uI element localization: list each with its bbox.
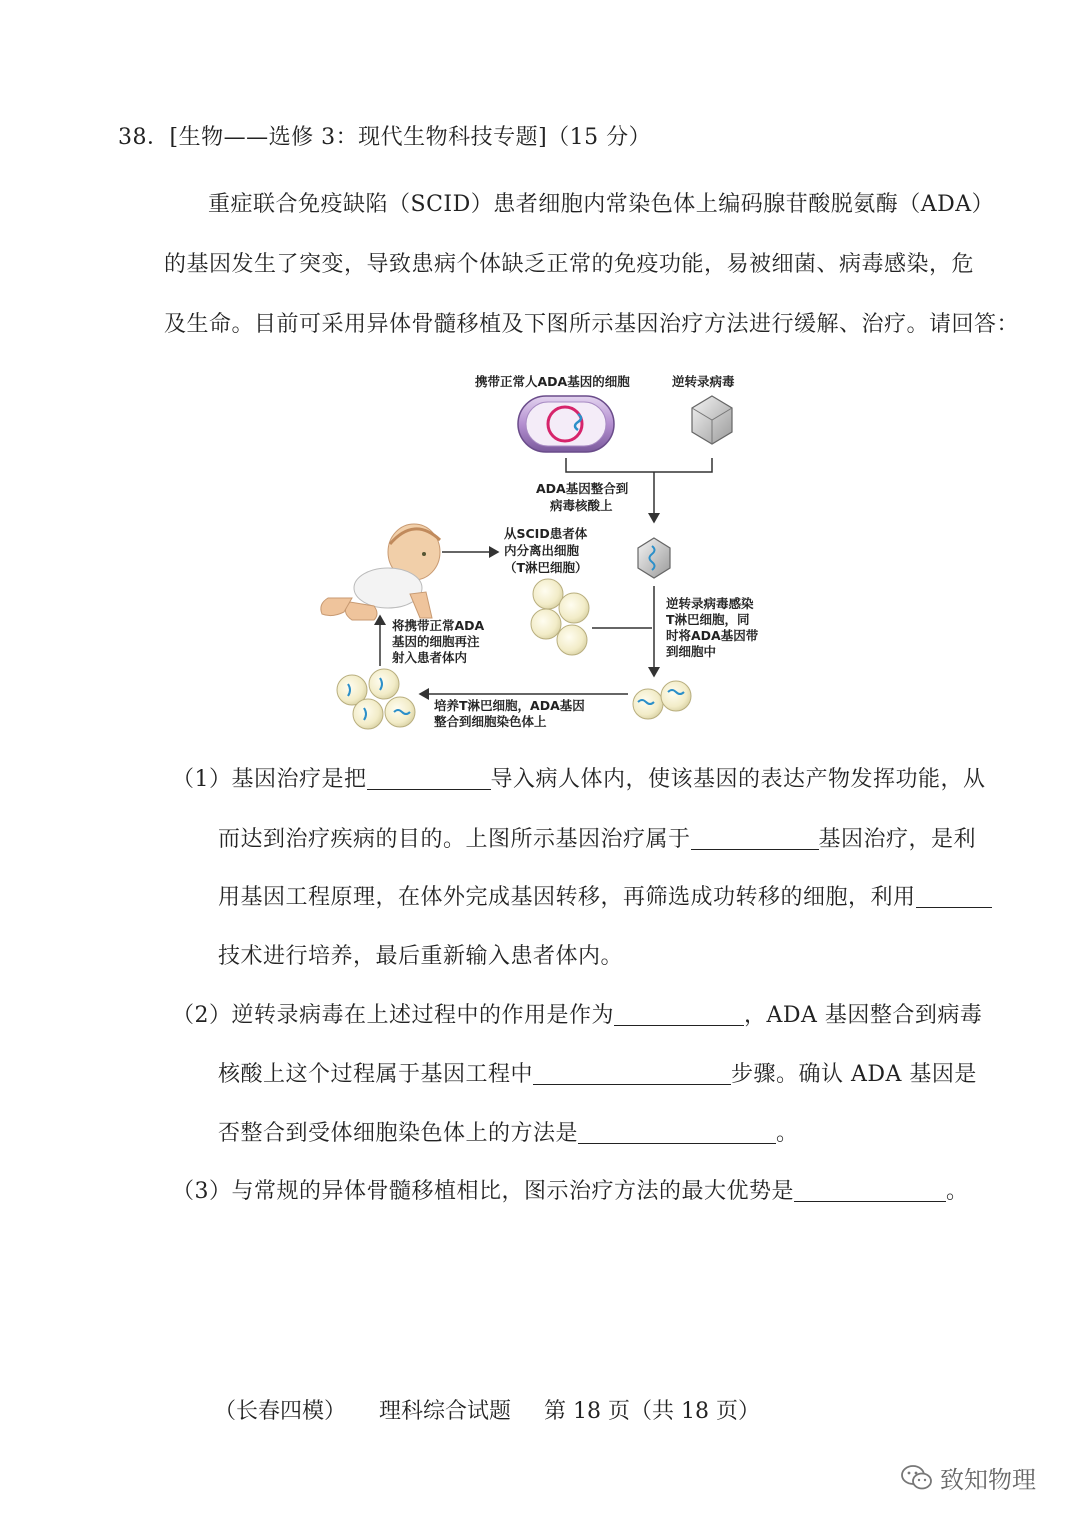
label-culture-2: 整合到细胞染色体上 (434, 714, 547, 729)
recombinant-virus-icon (638, 538, 670, 578)
q2-blank-3[interactable] (578, 1121, 776, 1144)
q2-line-3 (218, 1116, 799, 1147)
label-culture-1: 培养T淋巴细胞，ADA基因 (434, 698, 585, 713)
label-integrate-2: 病毒核酸上 (550, 498, 613, 513)
label-infect-3: 时将ADA基因带 (666, 628, 759, 643)
q3-text-a: （3）与常规的异体骨髓移植相比，图示治疗方法的最大优势是 (172, 1179, 794, 1204)
q2-blank-2[interactable] (533, 1062, 731, 1085)
footer-page: 第 18 页（共 18 页） (544, 1399, 760, 1424)
infected-cells-icon (633, 681, 691, 719)
q1-blank-1[interactable] (367, 767, 491, 790)
q2-text-e: 否整合到受体细胞染色体上的方法是 (218, 1121, 579, 1146)
watermark (900, 1460, 1036, 1495)
question-header: 38．[生物——选修 3：现代生物科技专题]（15 分） (118, 125, 652, 150)
label-isolate-2: 内分离出细胞 (504, 543, 580, 558)
t-cells-icon (531, 579, 589, 655)
intro-line-3: 及生命。目前可采用异体骨髓移植及下图所示基因治疗方法进行缓解、治疗。请回答： (164, 312, 1020, 337)
q1-text-e: 用基因工程原理，在体外完成基因转移，再筛选成功转移的细胞，利用 (218, 885, 916, 910)
normal-cell-icon (518, 396, 614, 452)
q1-line-1 (172, 762, 986, 793)
label-infect-4: 到细胞中 (666, 644, 717, 659)
label-integrate-1: ADA基因整合到 (536, 481, 629, 496)
q1-text-c: 而达到治疗疾病的目的。上图所示基因治疗属于 (218, 827, 691, 852)
q2-line-1 (172, 998, 982, 1029)
page-footer (214, 1394, 786, 1425)
watermark-text: 致知物理 (940, 1466, 1036, 1494)
gene-therapy-diagram (310, 362, 790, 732)
q2-text-b: ，ADA 基因整合到病毒 (744, 1003, 983, 1028)
label-normal-cell: 携带正常人ADA基因的细胞 (475, 374, 630, 389)
q1-blank-3[interactable] (916, 885, 992, 908)
q3-line-1 (172, 1174, 969, 1205)
footer-exam: （长春四模） (214, 1399, 347, 1424)
q2-text-f: 。 (776, 1121, 799, 1146)
q1-line-4: 技术进行培养，最后重新输入患者体内。 (218, 944, 624, 969)
q2-blank-1[interactable] (614, 1003, 744, 1026)
footer-subject: 理科综合试题 (379, 1399, 512, 1424)
q1-text-b: 导入病人体内，使该基因的表达产物发挥功能，从 (490, 767, 986, 792)
q3-text-b: 。 (946, 1179, 969, 1204)
label-inject-2: 基因的细胞再注 (392, 634, 480, 649)
label-isolate-1: 从SCID患者体 (504, 526, 588, 541)
q1-text-a: （1）基因治疗是把 (172, 767, 367, 792)
label-infect-1: 逆转录病毒感染 (666, 596, 754, 611)
q2-text-d: 步骤。确认 ADA 基因是 (731, 1062, 977, 1087)
q1-text-d: 基因治疗，是利 (818, 827, 977, 852)
label-inject-3: 射入患者体内 (392, 650, 468, 665)
modified-cells-icon (337, 669, 415, 729)
q1-line-2 (218, 822, 976, 853)
baby-patient-icon (321, 524, 440, 620)
q1-line-3 (218, 880, 992, 911)
label-infect-2: T淋巴细胞，同 (666, 612, 750, 627)
label-retrovirus: 逆转录病毒 (672, 374, 735, 389)
wechat-icon (900, 1463, 934, 1493)
intro-line-1: 重症联合免疫缺陷（SCID）患者细胞内常染色体上编码腺苷酸脱氨酶（ADA） (208, 192, 995, 217)
intro-line-2: 的基因发生了突变，导致患病个体缺乏正常的免疫功能，易被细菌、病毒感染，危 (164, 252, 975, 277)
q1-blank-2[interactable] (691, 827, 819, 850)
q3-blank-1[interactable] (794, 1179, 946, 1202)
label-inject-1: 将携带正常ADA (392, 618, 485, 633)
label-isolate-3: （T淋巴细胞） (504, 560, 588, 575)
q2-text-a: （2）逆转录病毒在上述过程中的作用是作为 (172, 1003, 614, 1028)
q2-text-c: 核酸上这个过程属于基因工程中 (218, 1062, 534, 1087)
retrovirus-icon (692, 396, 732, 444)
q2-line-2 (218, 1057, 977, 1088)
